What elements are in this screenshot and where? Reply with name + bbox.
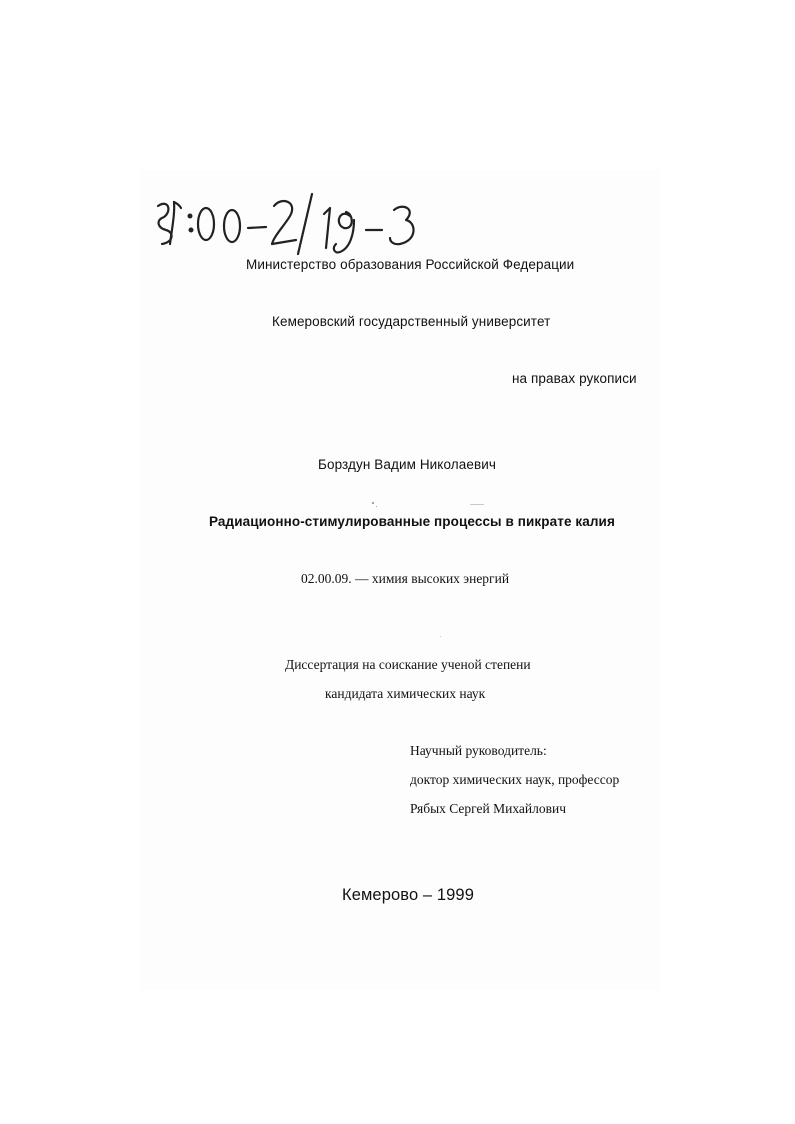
scan-speck [440, 636, 441, 637]
dissertation-degree-line-1: Диссертация на соискание ученой степени [285, 657, 531, 672]
supervisor-label: Научный руководитель: [410, 743, 547, 758]
dissertation-title: Радиационно-стимулированные процессы в пикрате калия [209, 514, 615, 529]
scan-speck [376, 506, 377, 507]
author-name: Борздун Вадим Николаевич [318, 457, 497, 472]
scan-speck [470, 504, 484, 505]
city-year: Кемерово – 1999 [342, 886, 474, 904]
supervisor-degree: доктор химических наук, профессор [410, 772, 620, 787]
dissertation-degree-line-2: кандидата химических наук [325, 686, 486, 701]
archive-mark-handwriting [148, 188, 428, 258]
manuscript-rights-line: на правах рукописи [512, 371, 637, 386]
scan-speck [372, 502, 374, 504]
university-line: Кемеровский государственный университет [272, 314, 551, 329]
specialty-line: 02.00.09. — химия высоких энергий [301, 571, 510, 586]
supervisor-name: Рябых Сергей Михайлович [410, 801, 567, 816]
ministry-line: Министерство образования Российской Федерации [246, 257, 575, 272]
